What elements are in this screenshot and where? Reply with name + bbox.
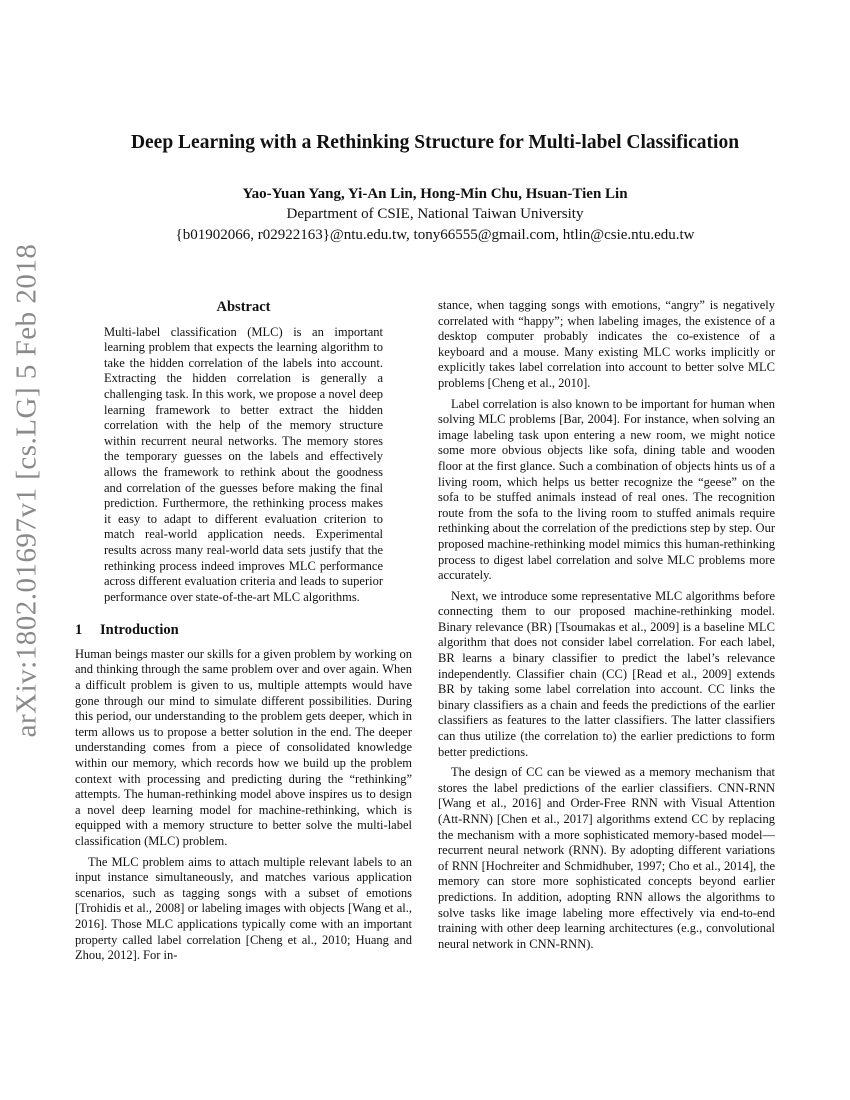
abstract-text: Multi-label classification (MLC) is an important learning problem that expects the learning algorithm to take the hidden correlation of the labels into account. Extracting the hidden correlation is generally a challenging task. In this work, we propose a novel deep learning framework to better extract the hidden correlation with the help of the memory structure within recurrent neural networks. The memory stores the temporary guesses on the labels and effectively allows the framework to rethink about the goodness and correlation of the guesses before making the final prediction. Furthermore, the rethinking process makes it easy to adapt to different evaluation criterion to match real-world application needs. Experimental results across many real-world data sets justify that the rethinking process indeed improves MLC performance across different evaluation criteria and leads to superior performance over state-of-the-art MLC algorithms.	[104, 324, 383, 604]
affiliation: Department of CSIE, National Taiwan University	[286, 206, 584, 222]
arxiv-identifier-stamp	[2, 243, 52, 737]
author-list: Yao-Yuan Yang, Yi-An Lin, Hong-Min Chu, Hsuan-Tien Lin	[242, 186, 628, 202]
paper-title: Deep Learning with a Rethinking Structure for Multi-label Classification	[130, 132, 740, 153]
intro-paragraph-1: Human beings master our skills for a given problem by working on and thinking through the same problem over and over again. When a difficult problem is given to us, multiple attempts would have gone through our mind to simulate different possibilities. During this period, our understanding to the problem gets deeper, which in term allows us to propose a better solution in the end. The deeper understanding comes from a piece of consolidated knowledge within our memory, which records how we build up the problem context with processing and predicting during the “rethinking” attempts. The human-rethinking model above inspires us to design a novel deep learning model for machine-rethinking, which is equipped with a memory structure to better solve the multi-label classification (MLC) problem.	[75, 646, 412, 848]
abstract-body	[104, 325, 383, 606]
intro-paragraph-5: The design of CC can be viewed as a memory mechanism that stores the label predictions of the earlier classifiers. CNN-RNN [Wang et al., 2016] and Order-Free RNN with Visual Attention (Att-RNN) [Chen et al., 2017] algorithms extend CC by replacing the mechanism with a more sophisticated memory-based model—recurrent neural network (RNN). By adopting different variations of RNN [Hochreiter and Schmidhuber, 1997; Cho et al., 2014], the memory can store more sophisticated concepts beyond earlier predictions. In addition, adopting RNN allows the algorithms to solve tasks like image labeling more effectively via end-to-end training with other deep learning architectures (e.g., convolutional neural network in CNN-RNN).	[438, 765, 775, 951]
section-heading-introduction	[75, 623, 412, 639]
intro-paragraph-4: Next, we introduce some representative MLC algorithms before connecting them to our proposed machine-rethinking model. Binary relevance (BR) [Tsoumakas et al., 2009] is a baseline MLC algorithm that does not consider label correlation. For each label, BR learns a binary classifier to predict the label’s relevance independently. Classifier chain (CC) [Read et al., 2009] extends BR by taking some label correlation into account. CC links the binary classifiers as a chain and feeds the predictions of the earlier classifiers as features to the latter classifiers. The latter classifiers can thus utilize (the correlation to) the earlier predictions to form better predictions.	[438, 588, 775, 759]
section-title: Introduction	[100, 622, 179, 639]
intro-paragraph-2-continued: stance, when tagging songs with emotions, “angry” is negatively correlated with “happy”; when labeling images, the existence of a desktop computer probably indicates the co-existence of a keyboard and a mouse. Many existing MLC works implicitly or explicitly takes label correlation into account to better solve MLC problems [Cheng et al., 2010].	[438, 298, 775, 390]
intro-paragraph-2: The MLC problem aims to attach multiple relevant labels to an input instance simultaneously, and matches various application scenarios, such as tagging songs with a subset of emotions [Trohidis et al., 2008] or labeling images with objects [Wang et al., 2016]. Those MLC applications typically come with an important property called label correlation [Cheng et al., 2010; Huang and Zhou, 2012]. For in-	[75, 854, 412, 963]
section-number: 1	[75, 622, 83, 639]
right-column	[438, 298, 775, 957]
abstract-heading: Abstract	[216, 299, 271, 315]
arxiv-identifier: arXiv:1802.01697v1 [cs.LG] 5 Feb 2018	[10, 243, 43, 737]
email-addresses: {b01902066, r02922163}@ntu.edu.tw, tony66555@gmail.com, htlin@csie.ntu.edu.tw	[175, 227, 695, 243]
left-column	[75, 300, 412, 969]
intro-paragraph-3: Label correlation is also known to be important for human when solving MLC problems [Bar, 2004]. For instance, when solving an image labeling task upon entering a new room, we might notice some more obvious objects like sofa, dining table and wooden floor at the first glance. Such a combination of objects hints us of a living room, which helps us better recognize the “geese” on the sofa to be stuffed animals instead of real ones. The recognition route from the sofa to the living room to stuffed animals require rethinking about the correlation of the predictions step by step. Our proposed machine-rethinking model mimics this human-rethinking process to digest label correlation and solve MLC problems more accurately.	[438, 396, 775, 583]
